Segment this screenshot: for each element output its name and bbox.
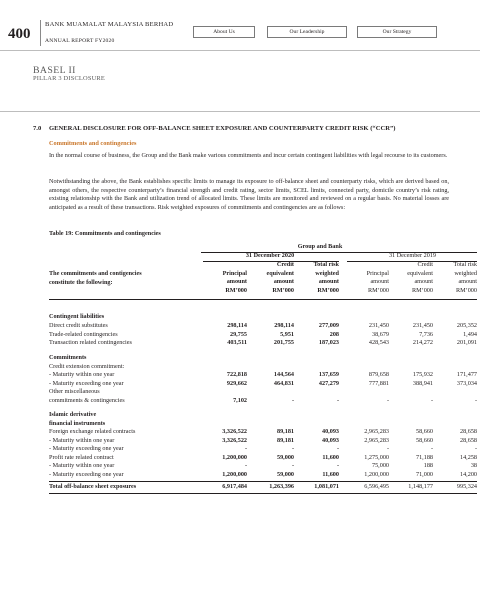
section-rule [0, 111, 480, 112]
table-cell: 58,660 [415, 436, 433, 444]
total-cell: 1,148,177 [408, 483, 433, 490]
table-cell: 1,200,000 [222, 470, 247, 478]
table-cell: 208 [329, 330, 339, 338]
table-cell: - [430, 445, 433, 452]
table-cell: 11,600 [322, 470, 339, 478]
nav-about-us-button[interactable]: About Us [193, 26, 255, 38]
table-cell: 373,034 [456, 379, 477, 387]
row-label: Other miscellaneous [49, 388, 100, 395]
header-underline [49, 299, 477, 300]
table-cell: 188 [423, 462, 433, 469]
table-cell: - [336, 462, 339, 469]
col-header-4-line-4: RM’000 [368, 287, 389, 295]
table-cell: 144,564 [273, 371, 294, 378]
col-header-4-line-2: Principal [366, 269, 389, 277]
table-cell: 38 [470, 462, 477, 469]
total-cell: 995,324 [456, 483, 477, 490]
table-cell: - [244, 462, 247, 469]
period-2019-header: 31 December 2019 [388, 252, 437, 259]
table-cell: 175,932 [412, 371, 433, 378]
total-top-rule [49, 481, 477, 482]
intro-paragraph: In the normal course of business, the Group and the Bank make various commitments and incur certain contingent liabilities with legal recourse to its customers. [49, 152, 448, 159]
total-bottom-rule [49, 493, 477, 494]
col-header-5-line-1: Credit [417, 261, 433, 268]
row-header-line-1: The commitments and contigencies [49, 270, 142, 277]
period-2020-header: 31 December 2020 [245, 252, 295, 259]
row-label: - Maturity within one year [49, 371, 115, 378]
table-cell: 879,658 [368, 371, 389, 378]
total-cell: 1,263,396 [269, 483, 294, 490]
section-title: BASEL II [33, 65, 76, 76]
col-header-5-line-4: RM’000 [412, 287, 433, 295]
row-label: - Maturity within one year [49, 436, 115, 444]
table-cell: 1,275,000 [364, 453, 389, 461]
nav-our-strategy-button[interactable]: Our Strategy [357, 26, 437, 38]
table-cell: 427,279 [318, 379, 339, 387]
col-header-3-line-3: amount [318, 278, 339, 286]
table-cell: - [474, 396, 477, 404]
header-divider [40, 20, 41, 46]
total-cell: 6,596,495 [364, 483, 389, 490]
table-cell: - [336, 396, 339, 404]
table-cell: 214,272 [412, 339, 433, 346]
table-cell: 137,659 [318, 371, 339, 378]
col-header-3-line-1: Total risk [313, 261, 339, 268]
table-cell: 231,450 [412, 322, 433, 329]
table-cell: 14,258 [459, 453, 477, 461]
col-header-4-line-3: amount [370, 278, 389, 286]
col-header-3-line-4: RM’000 [317, 287, 339, 295]
table-cell: 58,660 [415, 428, 433, 435]
row-label: Credit extension commitment: [49, 362, 125, 370]
col-header-2-line-2: equivalent [266, 269, 294, 277]
table-cell: 2,965,283 [364, 436, 389, 444]
total-cell: 6,917,484 [222, 483, 247, 490]
table-cell: 205,352 [456, 322, 477, 329]
col-header-6-line-3: amount [458, 278, 477, 286]
table-cell: 3,326,522 [222, 428, 247, 435]
section-subheading: Commitments and contingencies [49, 140, 137, 147]
row-label: Direct credit substitutes [49, 322, 108, 329]
table-title: Table 19: Commitments and contingencies [49, 230, 161, 237]
table-cell: 1,200,000 [222, 453, 247, 461]
table-cell: 75,000 [371, 462, 389, 469]
table-cell: 201,755 [273, 339, 294, 346]
col-header-3-line-2: weighted [315, 269, 339, 277]
table-cell: 388,941 [412, 379, 433, 387]
group-header: Group and Bank [297, 243, 343, 250]
col-header-1-line-4: RM’000 [225, 287, 247, 295]
table-cell: - [336, 445, 339, 452]
table-cell: 59,000 [276, 453, 294, 461]
section-heading: GENERAL DISCLOSURE FOR OFF-BALANCE SHEET EXPOSURE AND COUNTERPARTY CREDIT RISK (“CCR”) [49, 125, 396, 132]
table-cell: - [474, 445, 477, 452]
row-label: - Maturity exceeding one year [49, 470, 124, 478]
table-cell: - [386, 445, 389, 452]
report-name: ANNUAL REPORT FY2020 [45, 38, 115, 44]
table-cell: 7,736 [419, 330, 433, 338]
table-cell: 7,102 [233, 396, 247, 404]
table-cell: 298,114 [274, 322, 294, 329]
row-group-label: Contingent liabilities [49, 313, 105, 320]
row-label: Foreign exchange related contracts [49, 428, 136, 435]
table-cell: 59,000 [276, 470, 294, 478]
table-cell: 89,181 [276, 428, 294, 435]
table-cell: - [291, 445, 294, 452]
table-cell: 71,000 [415, 470, 433, 478]
row-label: Transaction related contingencies [49, 339, 132, 346]
table-cell: 28,658 [459, 428, 477, 435]
table-cell: - [291, 462, 294, 469]
table-cell: 298,114 [227, 322, 247, 329]
table-cell: - [386, 396, 389, 404]
table-cell: 38,679 [371, 330, 389, 338]
table-cell: 2,965,283 [364, 428, 389, 435]
col-header-2-line-3: amount [273, 278, 294, 286]
table-cell: 29,755 [229, 330, 247, 338]
table-cell: 11,600 [322, 453, 339, 461]
table-cell: 929,662 [226, 379, 247, 387]
table-cell: - [244, 445, 247, 452]
row-label: commitments & contingencies [49, 396, 125, 404]
row-group-label: Islamic derivative [49, 411, 97, 418]
table-cell: 3,326,522 [222, 436, 247, 444]
table-cell: 231,450 [368, 322, 389, 329]
limits-paragraph: Notwithstanding the above, the Bank establishes specific limits to manage its exposure to off-balance sheet and counterparty risks, which are derived based on, amongst others, the respective counterparty’s financial strength and credit rating, sector limits, SCEL limits, connected party, domicile country’s risk rating, existing relationship with the Bank and utilization trend of allocated limits. These limits are monitored and reviewed on a regular basis. No material losses are anticipated as a result of these transactions. Risk weighted exposures of commitments and contingencies are as follows: [49, 178, 449, 212]
bank-name: BANK MUAMALAT MALAYSIA BERHAD [45, 21, 174, 28]
col-header-6-line-2: weighted [454, 269, 477, 277]
row-group-label: Commitments [49, 354, 87, 361]
table-cell: 89,181 [276, 436, 294, 444]
table-cell: 40,093 [321, 428, 339, 435]
col-header-5-line-3: amount [414, 278, 433, 286]
table-cell: 464,831 [273, 379, 294, 387]
table-cell: 722,818 [226, 371, 247, 378]
row-label: Profit rate related contract [49, 453, 114, 461]
table-cell: 71,188 [415, 453, 433, 461]
col-header-1-line-3: amount [226, 278, 247, 286]
row-header-line-2: constitute the following: [49, 278, 113, 286]
total-label: Total off-balance sheet exposures [49, 483, 137, 490]
row-label: - Maturity exceeding one year [49, 379, 124, 387]
table-cell: 428,543 [368, 339, 389, 346]
col-header-6-line-4: RM’000 [456, 287, 477, 295]
table-cell: 14,200 [459, 470, 477, 478]
col-header-2-line-4: RM’000 [272, 287, 294, 295]
section-number: 7.0 [33, 125, 42, 132]
table-cell: 403,511 [227, 339, 247, 346]
table-cell: 277,009 [318, 322, 339, 329]
col-header-1-line-2: Principal [222, 269, 247, 277]
table-cell: 201,091 [456, 339, 477, 346]
table-cell: 1,494 [463, 330, 477, 338]
table-cell: - [430, 396, 433, 404]
table-cell: 777,881 [368, 379, 389, 387]
col-header-6-line-1: Total risk [453, 261, 477, 268]
col-header-5-line-2: equivalent [407, 269, 433, 277]
header-rule [0, 50, 480, 51]
nav-our-leadership-button[interactable]: Our Leadership [267, 26, 347, 38]
row-label: - Maturity exceeding one year [49, 445, 124, 452]
table-cell: 28,658 [459, 436, 477, 444]
total-cell: 1,081,071 [314, 483, 339, 490]
row-group-label: financial instruments [49, 419, 106, 427]
table-cell: 1,200,000 [364, 470, 389, 478]
section-subtitle: PILLAR 3 DISCLOSURE [33, 75, 105, 82]
table-cell: 40,093 [321, 436, 339, 444]
row-label: - Maturity within one year [49, 462, 115, 469]
page-number: 400 [8, 26, 31, 42]
table-cell: 187,023 [318, 339, 339, 346]
col-header-2-line-1: Credit [276, 261, 294, 268]
table-cell: 171,477 [456, 371, 477, 378]
table-cell: - [291, 396, 294, 404]
table-cell: 5,951 [280, 330, 294, 338]
row-label: Trade-related contingencies [49, 330, 118, 338]
